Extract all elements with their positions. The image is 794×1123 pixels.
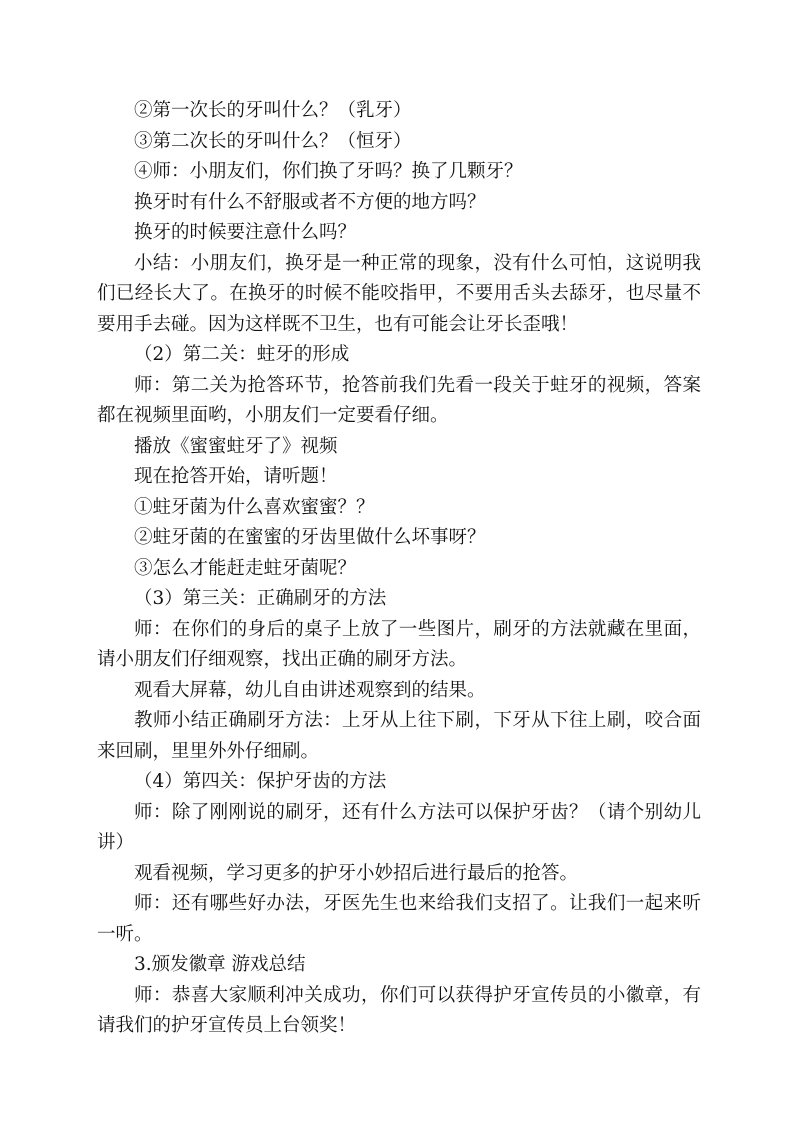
teacher-intro-level-2: 师：第二关为抢答环节，抢答前我们先看一段关于蛀牙的视频，答案都在视频里面哟，小朋友们一定要看仔细。 [97, 374, 701, 426]
quiz-start-line: 现在抢答开始，请听题！ [134, 466, 338, 487]
quiz-question-3: ③怎么才能赶走蛀牙菌呢？ [134, 557, 357, 579]
teacher-question-level-4: 师：除了刚刚说的刷牙，还有什么方法可以保护牙齿？（请个别幼儿讲） [97, 801, 701, 853]
congratulations-paragraph: 师：恭喜大家顺利冲关成功，你们可以获得护牙宣传员的小徽章，有请我们的护牙宣传员上台领奖！ [97, 984, 701, 1036]
quiz-question-2: ②蛀牙菌的在蜜蜜的牙齿里做什么坏事呀？ [134, 527, 486, 548]
question-baby-teeth: ②第一次长的牙叫什么？（乳牙） [134, 100, 412, 121]
question-attention: 换牙的时候要注意什么吗？ [134, 222, 357, 243]
section-heading-3: 3.颁发徽章 游戏总结 [134, 954, 306, 975]
observe-screen-line: 观看大屏幕，幼儿自由讲述观察到的结果。 [134, 679, 486, 701]
brushing-summary: 教师小结正确刷牙方法：上牙从上往下刷，下牙从下往上刷，咬合面来回刷，里里外外仔细刷。 [97, 710, 701, 762]
dentist-tips-line: 师：还有哪些好办法，牙医先生也来给我们支招了。让我们一起来听一听。 [97, 893, 701, 945]
teacher-question-changed-teeth: ④师：小朋友们，你们换了牙吗？换了几颗牙？ [134, 161, 523, 182]
document-page [97, 96, 701, 1042]
teacher-intro-level-3: 师：在你们的身后的桌子上放了一些图片，刷牙的方法就藏在里面，请小朋友们仔细观察，找出正确的刷牙方法。 [97, 618, 701, 670]
section-heading-level-3: （3）第三关：正确刷牙的方法 [134, 588, 387, 609]
question-permanent-teeth: ③第二次长的牙叫什么？（恒牙） [134, 130, 412, 152]
play-video-line: 播放《蜜蜜蛀牙了》视频 [134, 435, 338, 457]
section-heading-level-4: （4）第四关：保护牙齿的方法 [134, 771, 387, 792]
watch-video-line: 观看视频，学习更多的护牙小妙招后进行最后的抢答。 [134, 862, 579, 884]
question-discomfort: 换牙时有什么不舒服或者不方便的地方吗？ [134, 191, 486, 213]
summary-paragraph: 小结：小朋友们，换牙是一种正常的现象，没有什么可怕，这说明我们已经长大了。在换牙的时候不能咬指甲，不要用舌头去舔牙，也尽量不要用手去碰。因为这样既不卫生，也有可能会让牙长歪哦！ [97, 252, 701, 335]
quiz-question-1: ①蛀牙菌为什么喜欢蜜蜜？？ [134, 496, 375, 518]
section-heading-level-2: （2）第二关：蛀牙的形成 [134, 344, 350, 365]
